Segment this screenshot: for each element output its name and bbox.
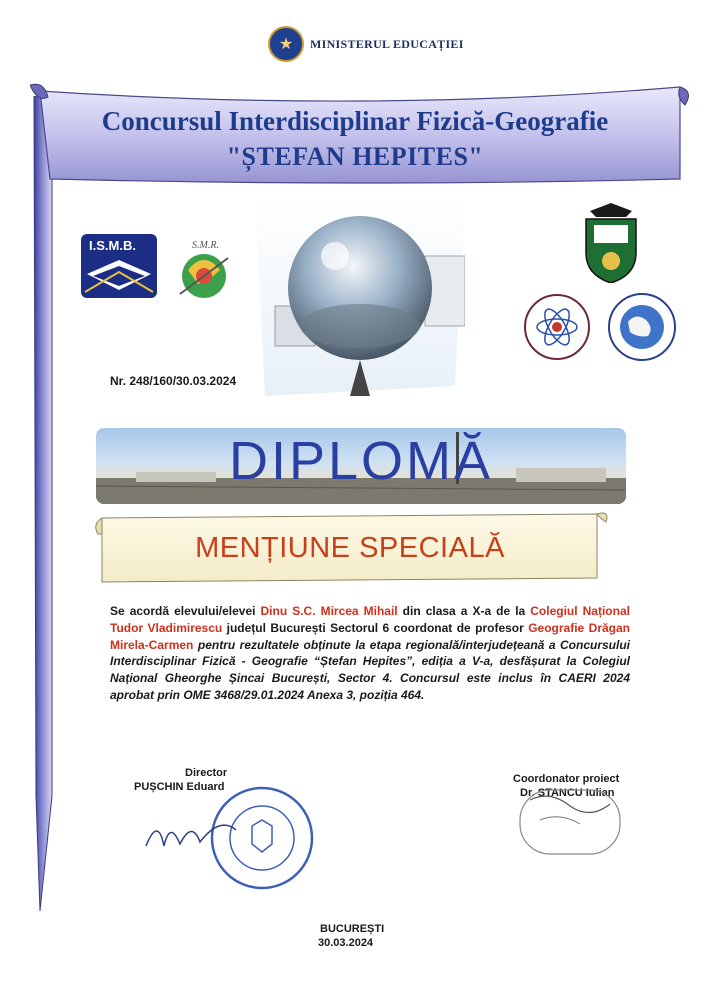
contest-title: Concursul Interdisciplinar Fizică-Geografie: [101, 106, 609, 136]
diploma-heading: DIPLOMĂ: [228, 431, 494, 491]
side-ribbon: [30, 96, 70, 916]
award-text-class: din clasa a X-a de la: [397, 604, 531, 618]
geography-faculty-logo: [600, 292, 684, 362]
date: 30.03.2024: [318, 937, 374, 949]
title-banner: [30, 83, 695, 193]
coordinator-name: Dr. STANCU Iulian: [520, 787, 615, 799]
award-text-details: pentru rezultatele obținute la etapa regională/interjudețeană a Concursului Interdisciplinar Fizică - Geografie “Ștefan Hepites”, ediția a V-a, desfășurat la Colegiul Național Gheorghe Șincai București, Sector 4. Concursul este inclus în CAERI 2024 aprobat prin OME 3468/29.01.2024 Anexa 3, poziția 464.: [110, 637, 630, 702]
school-name: Colegiul Național Tudor Vladimirescu: [110, 604, 630, 635]
director-name: PUȘCHIN Eduard: [134, 781, 225, 793]
award-text-intro: Se acordă elevului/elevei: [110, 604, 261, 618]
ismb-label: I.S.M.B.: [89, 238, 136, 253]
mention-heading: MENȚIUNE SPECIALĂ: [195, 532, 505, 564]
smr-logo: [170, 240, 238, 308]
award-text-county: județul București Sectorul 6 coordonat de profesor: [222, 620, 529, 635]
student-name: Dinu S.C. Mircea Mihail: [260, 604, 398, 618]
school-crest-logo: [580, 203, 642, 283]
school-stamp: [140, 786, 330, 896]
director-role: Director: [185, 767, 228, 779]
ministry-name: MINISTERUL EDUCAȚIEI: [310, 36, 464, 51]
award-text: [110, 603, 630, 704]
ismb-logo: [79, 232, 159, 300]
teacher-name: Geografie Drăgan Mirela-Carmen: [110, 620, 630, 652]
ministry-header: [268, 24, 464, 64]
weather-station-photo: [255, 196, 465, 396]
city: BUCUREȘTI: [320, 923, 385, 935]
registration-number: Nr. 248/160/30.03.2024: [110, 374, 237, 388]
smr-label: S.M.R.: [192, 240, 219, 251]
physics-society-logo: [522, 292, 592, 362]
ministry-seal-icon: ★: [268, 26, 304, 62]
coordinator-role: Coordonator proiect: [513, 773, 620, 785]
coordinator-stamp: [500, 760, 630, 860]
contest-subtitle: "ȘTEFAN HEPITES": [226, 142, 484, 171]
